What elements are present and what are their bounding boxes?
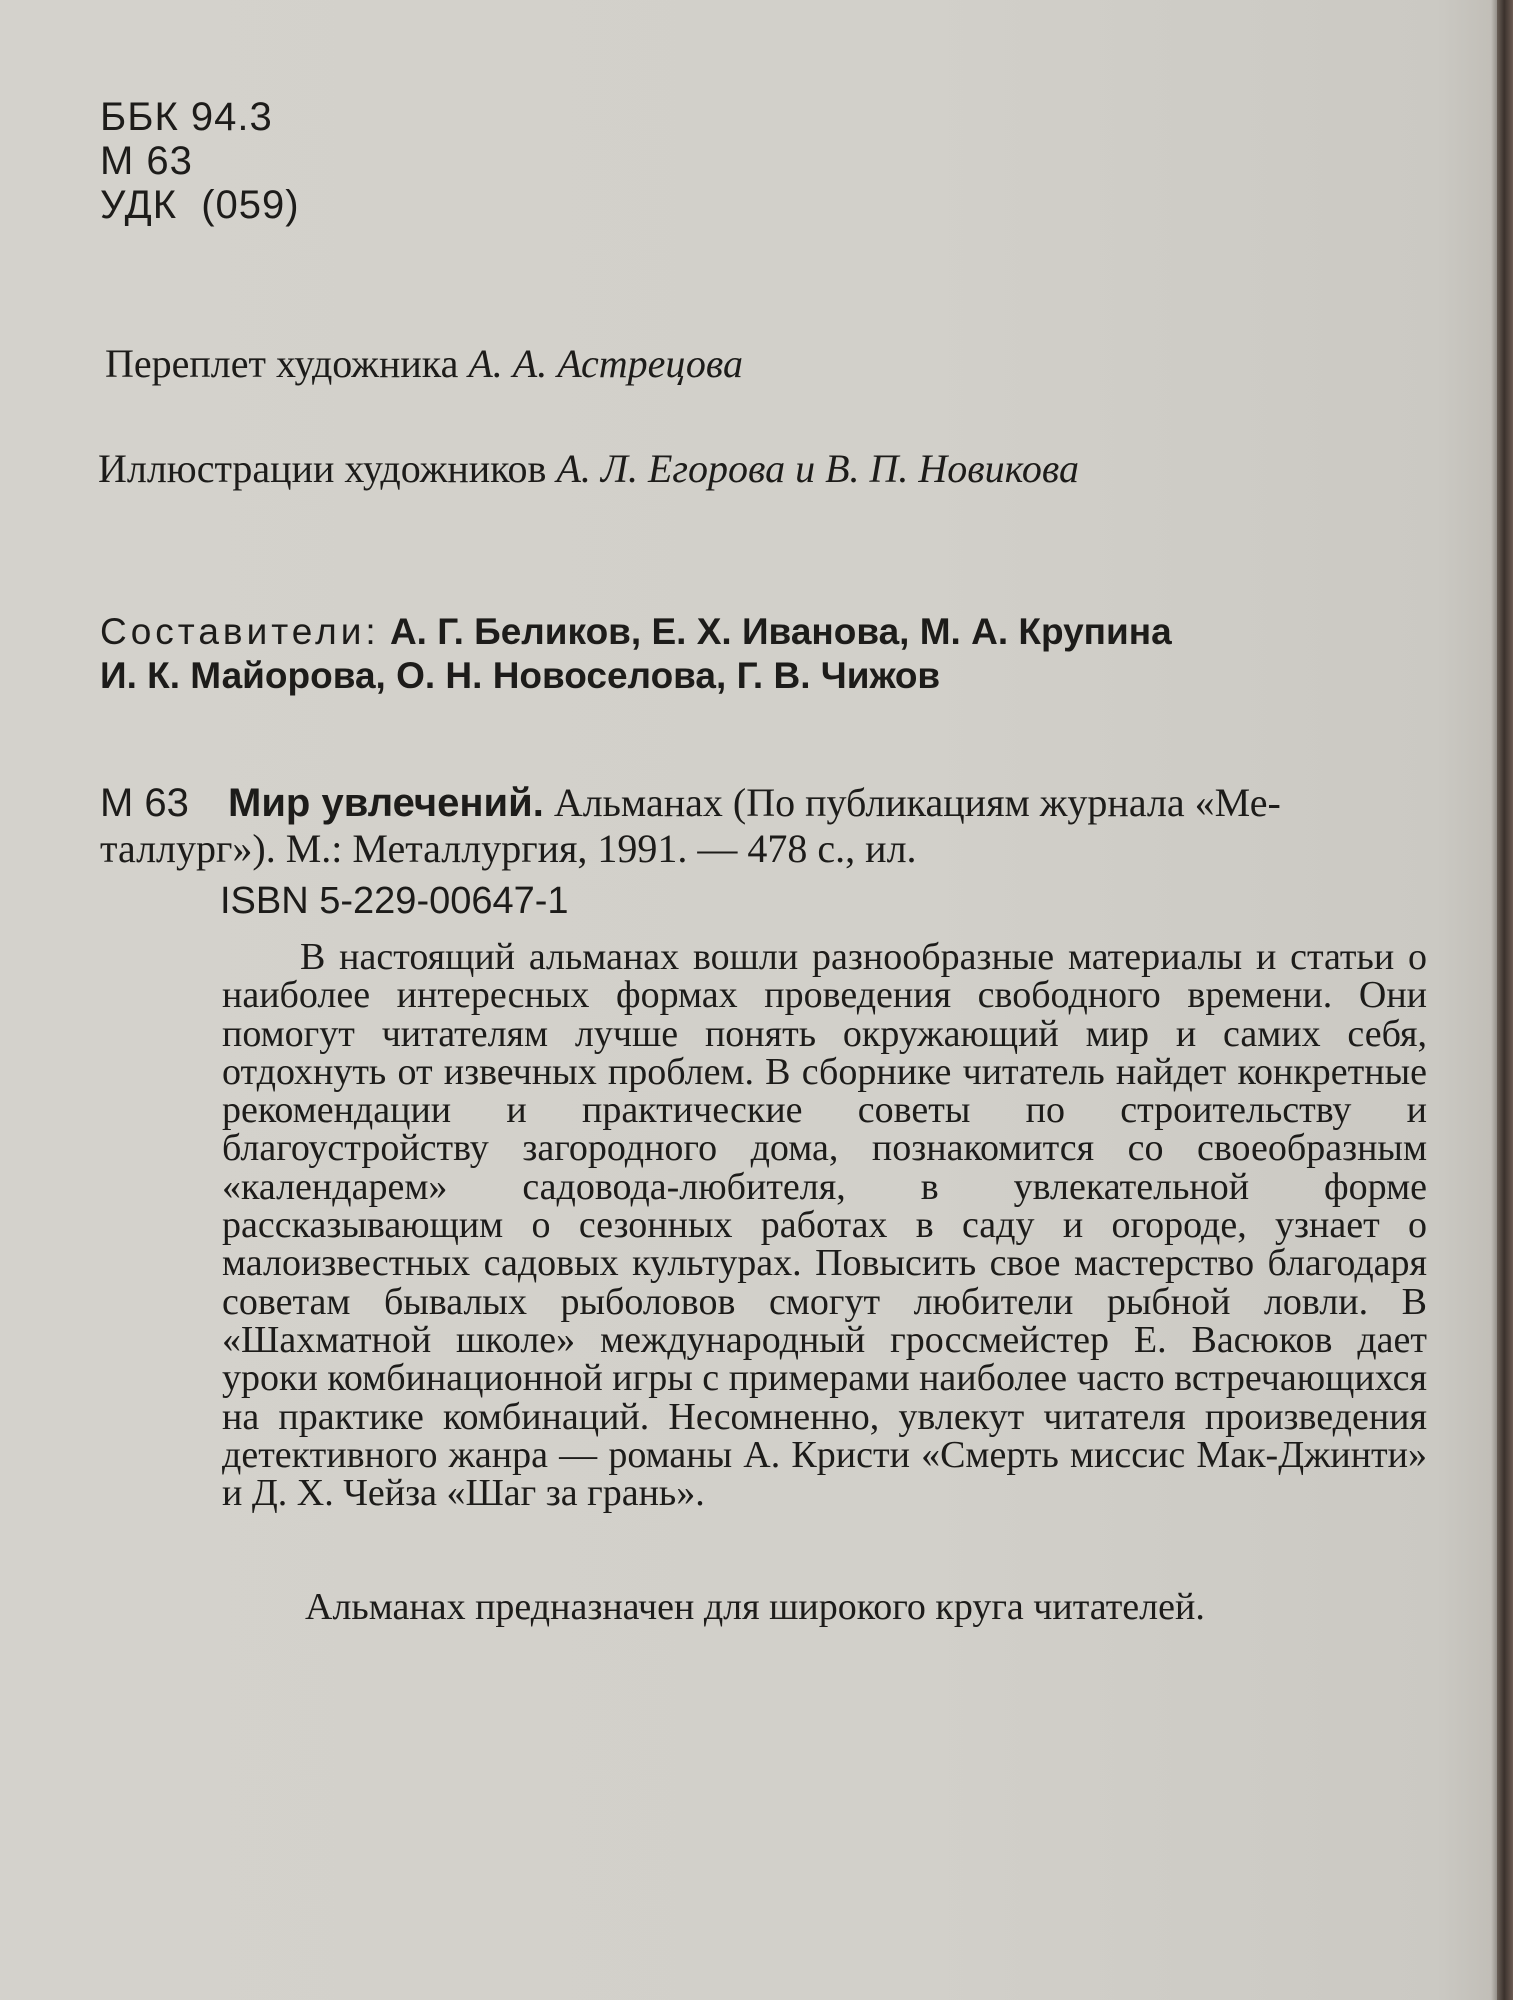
compilers-line-1: А. Г. Беликов, Е. Х. Иванова, М. А. Крупина [389, 611, 1172, 652]
classification-codes [100, 95, 300, 227]
illustrations-artists: А. Л. Егорова и В. П. Новикова [556, 446, 1079, 491]
isbn: ISBN 5-229-00647-1 [220, 880, 569, 922]
compilers-block [100, 610, 1430, 698]
book-spine-edge [1497, 0, 1513, 2000]
record-code: М 63 [100, 781, 189, 825]
record-line-1: Альманах (По публикациям журнала «Ме- [553, 780, 1281, 825]
compilers-line-2: И. К. Майорова, О. Н. Новоселова, Г. В. Чижов [100, 655, 941, 696]
annotation-audience: Альманах предназначен для широкого круга читателей. [305, 1586, 1205, 1628]
binding-label: Переплет художника [105, 341, 459, 386]
binding-credit [105, 340, 743, 387]
udk-code: УДК (059) [100, 183, 300, 227]
illustrations-label: Иллюстрации художников [98, 446, 547, 491]
binding-artist: А. А. Астрецова [468, 341, 744, 386]
record-title: Мир увлечений. [228, 781, 544, 825]
record-line-2: таллург»). М.: Металлургия, 1991. — 478 с., ил. [100, 826, 917, 871]
compilers-label: Составители: [100, 611, 380, 652]
illustrations-credit [98, 445, 1079, 492]
bibliographic-record [100, 780, 1440, 871]
bbk-code: ББК 94.3 [100, 95, 273, 139]
annotation-paragraph: В настоящий альманах вошли разнообразные материалы и статьи о наиболее интересных формах проведения свободного времени. Они помогут читателям лучше понять окружающий мир и самих себя, отдохнуть от извечных проблем. В сборнике читатель найдет конкретные рекомендации и практические советы по строительству и благоустройству загородного дома, познакомится со своеобразным «календарем» садовода-любителя, в увлекательной форме рассказывающим о сезонных работах в саду и огороде, узнает о малоизвестных садовых культурах. Повысить свое мастерство благодаря советам бывалых рыболовов смогут любители рыбной ловли. В «Шахматной школе» международный гроссмейстер Е. Васюков дает уроки комбинационной игры с примерами наиболее часто встречающихся на практике комбинаций. Несомненно, увлекут читателя произведения детективного жанра — романы А. Кристи «Смерть миссис Мак-Джинти» и Д. Х. Чейза «Шаг за грань». [222, 936, 1427, 1515]
author-mark: М 63 [100, 139, 193, 183]
